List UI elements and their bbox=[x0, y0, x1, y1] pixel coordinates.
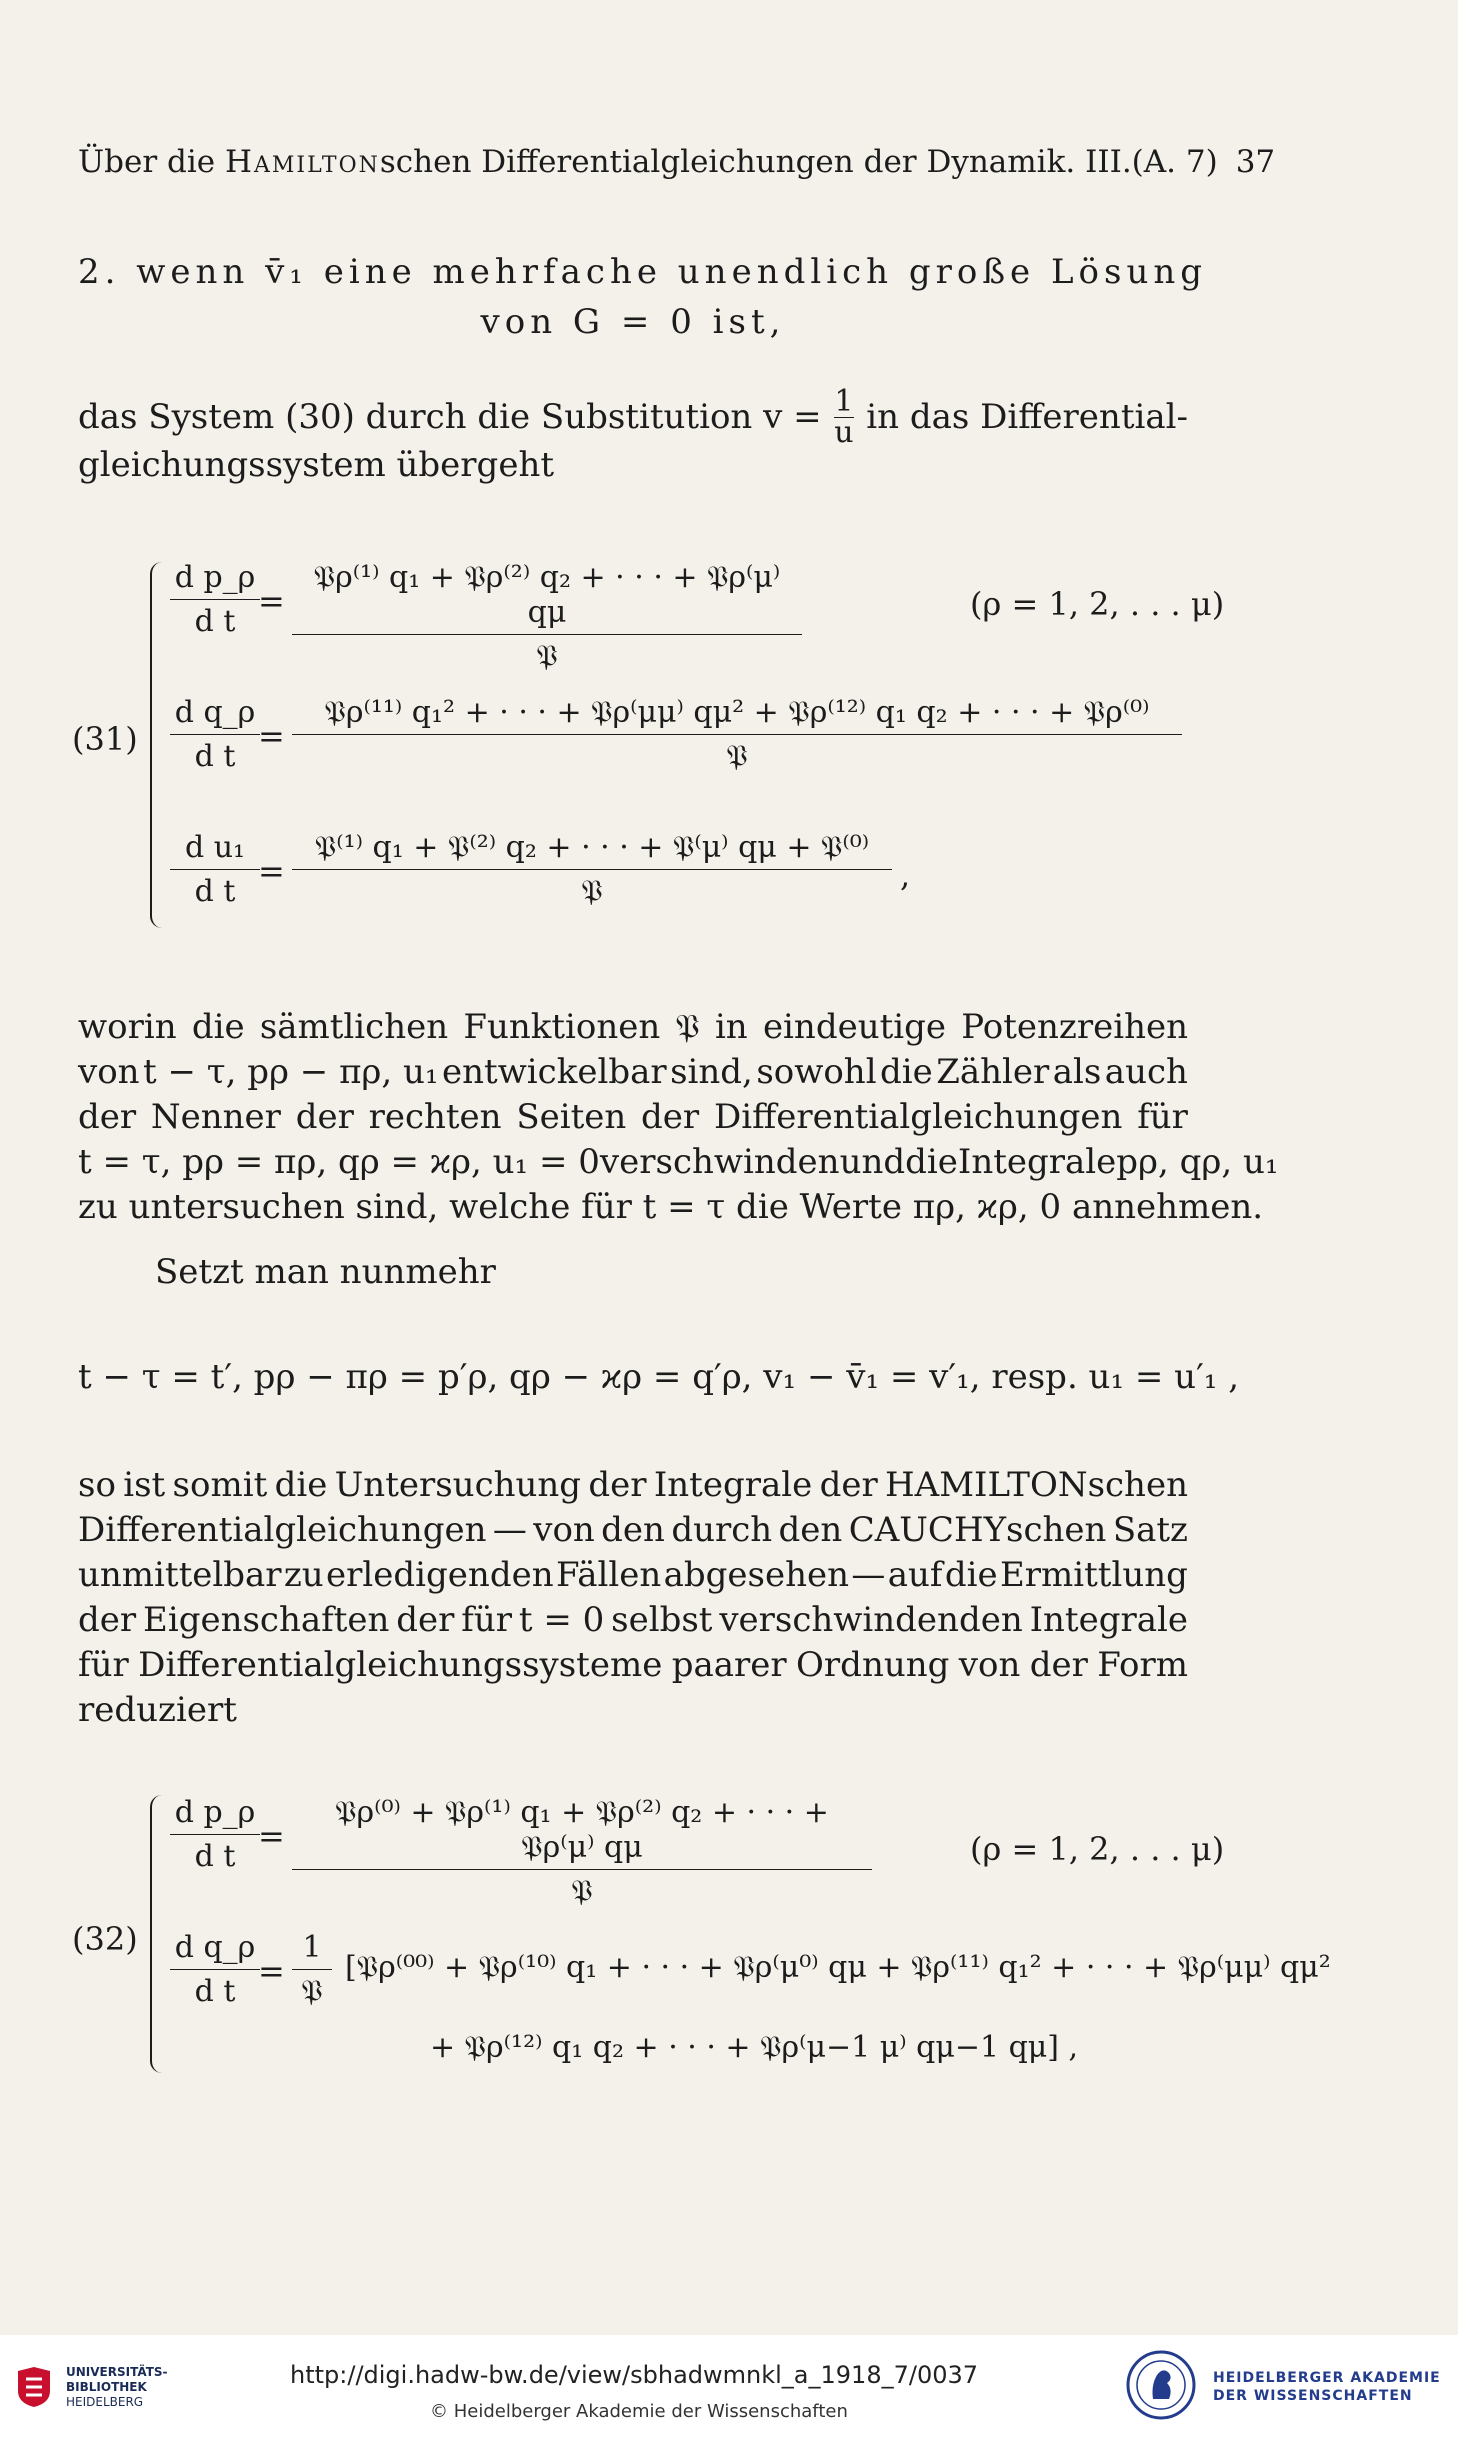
word: — bbox=[492, 1510, 527, 1550]
word: der bbox=[396, 1600, 455, 1640]
word: Differentialgleichungen bbox=[78, 1510, 487, 1550]
eq31-row2-rhs: 𝔓ρ⁽¹¹⁾ q₁² + · · · + 𝔓ρ⁽μμ⁾ qμ² + 𝔓ρ⁽¹²⁾ q₁ q₂ + · · · + 𝔓ρ⁽⁰⁾ 𝔓 bbox=[292, 695, 1182, 774]
eq32-row2-line1: [𝔓ρ⁽⁰⁰⁾ + 𝔓ρ⁽¹⁰⁾ q₁ + · · · + 𝔓ρ⁽μ⁰⁾ qμ + 𝔓ρ⁽¹¹⁾ q₁² + · · · + 𝔓ρ⁽μμ⁾ qμ² bbox=[345, 1950, 1331, 1985]
word: Satz bbox=[1112, 1510, 1188, 1550]
word: abgesehen bbox=[663, 1555, 850, 1595]
eq32-row2-line2: + 𝔓ρ⁽¹²⁾ q₁ q₂ + · · · + 𝔓ρ⁽μ−1 μ⁾ qμ−1 qμ] , bbox=[430, 2030, 1079, 2065]
had-seal-icon bbox=[1125, 2349, 1197, 2421]
eq31-row3-equals: = bbox=[258, 852, 285, 890]
word: auf bbox=[887, 1555, 943, 1595]
paragraph-1-last-line: zu untersuchen sind, welche für t = τ die Werte πρ, ϰρ, 0 annehmen. bbox=[78, 1187, 1264, 1227]
eq31-row3-lhs: $\frac{\text{d u₁}}{\text{d t}}$ bbox=[170, 830, 260, 909]
word: die bbox=[905, 1142, 958, 1182]
word: als bbox=[1052, 1052, 1102, 1092]
word: verschwindenden bbox=[719, 1600, 1023, 1640]
running-header bbox=[78, 140, 1276, 184]
had-logo-line1: HEIDELBERGER AKADEMIE bbox=[1213, 2370, 1441, 2386]
word: von bbox=[958, 1645, 1021, 1685]
eq31-row3-tail: , bbox=[900, 856, 911, 894]
eq31-row1-rhs: 𝔓ρ⁽¹⁾ q₁ + 𝔓ρ⁽²⁾ q₂ + · · · + 𝔓ρ⁽μ⁾ qμ 𝔓 bbox=[292, 560, 802, 674]
word: — bbox=[851, 1555, 886, 1595]
word: Differentialgleichungssysteme bbox=[138, 1645, 663, 1685]
word: die bbox=[274, 1465, 328, 1505]
word: Untersuchung bbox=[334, 1465, 582, 1505]
eq32-row1-rhs: 𝔓ρ⁽⁰⁾ + 𝔓ρ⁽¹⁾ q₁ + 𝔓ρ⁽²⁾ q₂ + · · · + 𝔓ρ⁽μ⁾ qμ 𝔓 bbox=[292, 1795, 872, 1909]
word: Zähler bbox=[936, 1052, 1050, 1092]
source-url-link[interactable]: http://digi.hadw-bw.de/view/sbhadwmnkl_a_1918_7/0037 bbox=[290, 2361, 979, 2389]
ub-logo-line1: UNIVERSITÄTS- bbox=[66, 2365, 168, 2379]
word: der bbox=[588, 1465, 647, 1505]
word: Integrale bbox=[957, 1142, 1117, 1182]
eq32-row1-condition: (ρ = 1, 2, . . . μ) bbox=[970, 1830, 1225, 1868]
word: die bbox=[944, 1555, 998, 1595]
substitution-fraction: $\frac{1}{u}$ bbox=[834, 384, 854, 450]
page-number: 37 bbox=[1235, 144, 1276, 180]
word: die bbox=[191, 1007, 245, 1047]
system-line-1: das System (30) durch die Substitution v = $\frac{1}{u}$ in das Differential- bbox=[78, 384, 1188, 450]
word: Nenner bbox=[150, 1097, 281, 1137]
word: verschwinden bbox=[599, 1142, 840, 1182]
word: zu bbox=[283, 1555, 324, 1595]
word: Differentialgleichungen bbox=[713, 1097, 1123, 1137]
eq32-row2-lhs: $\frac{\text{d q\_ρ}}{\text{d t}}$ bbox=[170, 1930, 260, 2009]
word: Potenzreihen bbox=[961, 1007, 1188, 1047]
word: Form bbox=[1097, 1645, 1188, 1685]
header-section: (A. 7) bbox=[1131, 144, 1218, 180]
eq32-row2-prefactor: 1 𝔓 bbox=[292, 1930, 332, 2009]
substitution-equation: t − τ = t′, pρ − πρ = p′ρ, qρ − ϰρ = q′ρ, v₁ − v̄₁ = v′₁, resp. u₁ = u′₁ , bbox=[78, 1357, 1240, 1397]
equation-31-brace bbox=[150, 562, 168, 928]
word: auch bbox=[1104, 1052, 1188, 1092]
word: Eigenschaften bbox=[143, 1600, 390, 1640]
eq31-row2-equals: = bbox=[258, 717, 285, 755]
word: sowohl bbox=[756, 1052, 877, 1092]
paragraph-line bbox=[78, 1553, 1188, 1597]
word: eindeutige bbox=[762, 1007, 947, 1047]
word: rechten bbox=[368, 1097, 502, 1137]
word: pρ, qρ, u₁ bbox=[1116, 1142, 1279, 1182]
word: der bbox=[641, 1097, 700, 1137]
eq32-row2-equals: = bbox=[258, 1952, 285, 1990]
eq32-row1-equals: = bbox=[258, 1817, 285, 1855]
paragraph-line bbox=[78, 1643, 1188, 1687]
word: Seiten bbox=[516, 1097, 627, 1137]
paragraph-2-last-line: reduziert bbox=[78, 1690, 237, 1730]
paragraph-line bbox=[78, 1508, 1188, 1552]
word: der bbox=[1029, 1645, 1088, 1685]
eq31-row3-rhs: 𝔓⁽¹⁾ q₁ + 𝔓⁽²⁾ q₂ + · · · + 𝔓⁽μ⁾ qμ + 𝔓⁽⁰⁾ 𝔓 bbox=[292, 830, 892, 909]
word: 𝔓 bbox=[675, 1007, 700, 1047]
word: der bbox=[78, 1600, 137, 1640]
ub-logo bbox=[14, 2357, 274, 2417]
word: den bbox=[778, 1510, 843, 1550]
paragraph-line bbox=[78, 1095, 1188, 1139]
case-line-1: 2. wenn v̄₁ eine mehrfache unendlich große Lösung bbox=[78, 252, 1208, 292]
word: in bbox=[714, 1007, 748, 1047]
word: sind, bbox=[670, 1052, 753, 1092]
had-logo-line2: DER WISSENSCHAFTEN bbox=[1213, 2388, 1413, 2404]
word: unmittelbar bbox=[78, 1555, 282, 1595]
word: paarer bbox=[671, 1645, 787, 1685]
equation-31-label: (31) bbox=[72, 720, 138, 758]
paragraph-line bbox=[78, 1598, 1188, 1642]
word: für bbox=[1137, 1097, 1188, 1137]
word: sämtlichen bbox=[259, 1007, 449, 1047]
word: der bbox=[295, 1097, 354, 1137]
equation-32-brace bbox=[150, 1795, 168, 2073]
paragraph-line bbox=[78, 1140, 1279, 1184]
word: den bbox=[601, 1510, 665, 1550]
footer-bar bbox=[0, 2335, 1458, 2437]
ub-logo-line3: HEIDELBERG bbox=[66, 2395, 144, 2409]
ub-logo-line2: BIBLIOTHEK bbox=[66, 2380, 147, 2394]
header-title: Über die Hamiltonschen Differentialgleichungen der Dynamik. III. bbox=[78, 144, 1132, 180]
word: entwickelbar bbox=[442, 1052, 667, 1092]
word: somit bbox=[172, 1465, 268, 1505]
system-line-2: gleichungssystem übergeht bbox=[78, 445, 554, 485]
word: von bbox=[78, 1052, 140, 1092]
copyright-notice: © Heidelberger Akademie der Wissenschaften bbox=[430, 2401, 848, 2422]
word: Ermittlung bbox=[999, 1555, 1188, 1595]
word: und bbox=[839, 1142, 906, 1182]
word: t − τ, pρ − πρ, u₁ bbox=[143, 1052, 439, 1092]
eq32-row1-lhs: $\frac{\text{d p\_ρ}}{\text{d t}}$ bbox=[170, 1795, 260, 1874]
word: Funktionen bbox=[463, 1007, 661, 1047]
paragraph-line bbox=[78, 1463, 1188, 1507]
equation-32-label: (32) bbox=[72, 1920, 138, 1958]
eq31-row1-condition: (ρ = 1, 2, . . . μ) bbox=[970, 585, 1225, 623]
word: von bbox=[533, 1510, 595, 1550]
word: für bbox=[78, 1645, 129, 1685]
word: HAMILTONschen bbox=[885, 1465, 1188, 1505]
eq31-row1-equals: = bbox=[258, 582, 285, 620]
word: für bbox=[461, 1600, 512, 1640]
word: der bbox=[78, 1097, 137, 1137]
word: erledigenden bbox=[326, 1555, 554, 1595]
word: ist bbox=[123, 1465, 166, 1505]
eq31-row1-lhs: $\frac{\text{d p\_ρ}}{\text{d t}}$ bbox=[170, 560, 260, 639]
word: die bbox=[880, 1052, 933, 1092]
case-line-2: von G = 0 ist, bbox=[480, 302, 786, 342]
setzt-line: Setzt man nunmehr bbox=[155, 1252, 496, 1292]
word: Fällen bbox=[555, 1555, 662, 1595]
ub-logo-mark-icon bbox=[14, 2365, 54, 2409]
paragraph-line bbox=[78, 1050, 1188, 1094]
word: worin bbox=[78, 1007, 177, 1047]
word: Integrale bbox=[653, 1465, 813, 1505]
word: durch bbox=[671, 1510, 773, 1550]
word: t = 0 bbox=[518, 1600, 605, 1640]
word: so bbox=[78, 1465, 116, 1505]
had-logo bbox=[1125, 2349, 1455, 2425]
word: Ordnung bbox=[796, 1645, 950, 1685]
word: Integrale bbox=[1029, 1600, 1188, 1640]
word: selbst bbox=[611, 1600, 713, 1640]
paragraph-line bbox=[78, 1005, 1188, 1049]
word: CAUCHYschen bbox=[848, 1510, 1107, 1550]
word: der bbox=[819, 1465, 878, 1505]
word: t = τ, pρ = πρ, qρ = ϰρ, u₁ = 0 bbox=[78, 1142, 600, 1182]
eq31-row2-lhs: $\frac{\text{d q\_ρ}}{\text{d t}}$ bbox=[170, 695, 260, 774]
